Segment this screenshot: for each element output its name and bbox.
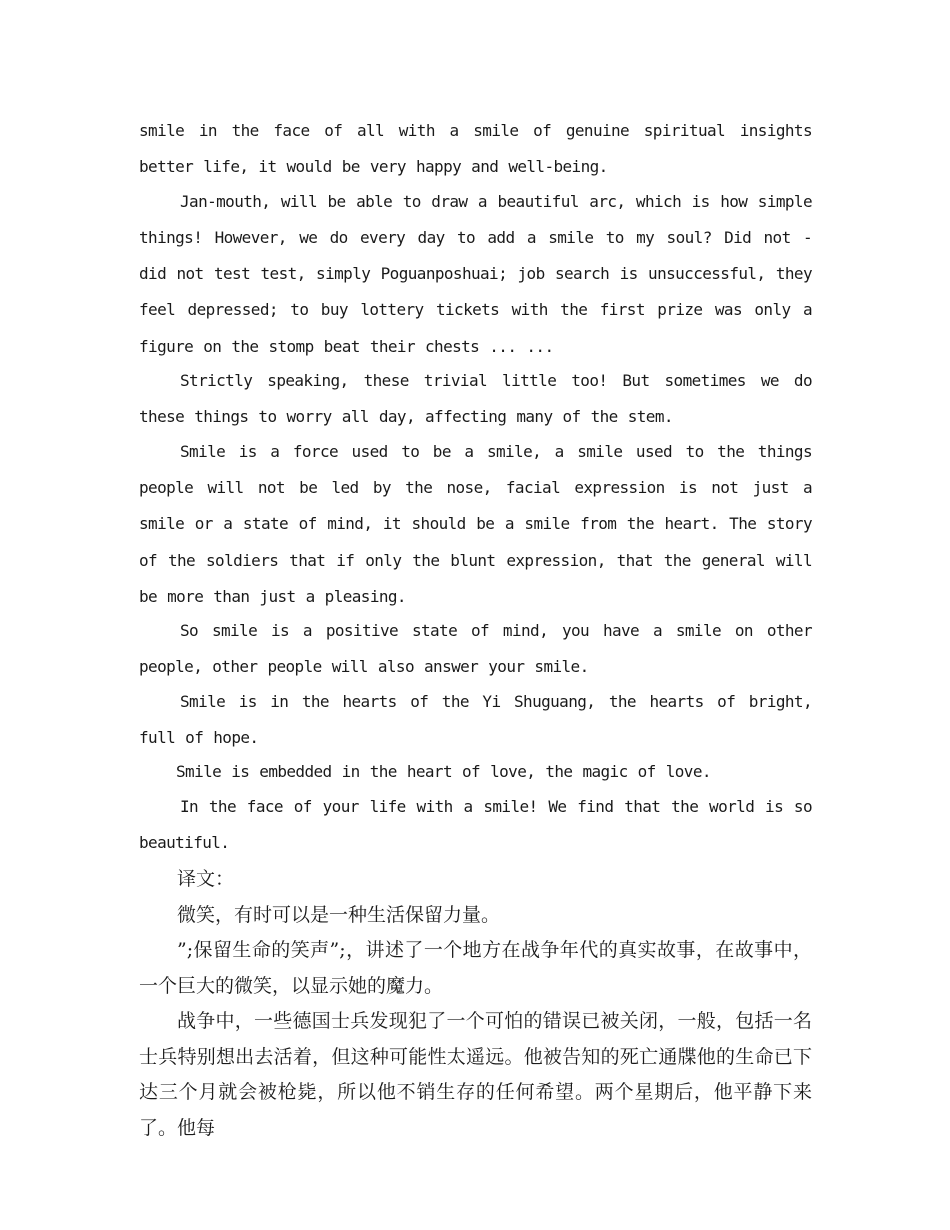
translation-label: 译文：	[177, 868, 235, 891]
document-body	[139, 113, 812, 1146]
paragraph-strictly-speaking: Strictly speaking, these trivial little too! But sometimes we do these things to worry all day, affecting many of the stem.	[139, 371, 812, 427]
paragraph-positive-state: So smile is a positive state of mind, you have a smile on other people, other people will also answer your smile.	[139, 621, 812, 677]
paragraph-embedded-love: Smile is embedded in the heart of love, the magic of love.	[176, 762, 711, 782]
translation-paragraph-2: ”;保留生命的笑声”;，讲述了一个地方在战争年代的真实故事，在故事中，一个巨大的微笑，以显示她的魔力。	[139, 939, 812, 997]
paragraph-jan-mouth: Jan-mouth, will be able to draw a beautiful arc, which is how simple things! However, we do every day to add a smile to my soul? Did not - did not test test, simply Poguanposhuai; job search is unsuccessful, they feel depressed; to buy lottery tickets with the first prize was only a figure on the stomp beat their chests ... ...	[139, 191, 812, 356]
paragraph-face-life: In the face of your life with a smile! We find that the world is so beautiful.	[139, 796, 812, 852]
paragraph-yi-shuguang: Smile is in the hearts of the Yi Shuguang, the hearts of bright, full of hope.	[139, 691, 812, 748]
paragraph-smile-force: Smile is a force used to be a smile, a smile used to the things people will not be led by the nose, facial expression is not just a smile or a state of mind, it should be a smile from the heart. The story of the soldiers that if only the blunt expression, that the general will be more than just a pleasing.	[139, 441, 812, 606]
translation-paragraph-1: 微笑，有时可以是一种生活保留力量。	[177, 903, 501, 926]
translation-paragraph-3: 战争中，一些德国士兵发现犯了一个可怕的错误已被关闭，一般，包括一名士兵特别想出去活着，但这种可能性太遥远。他被告知的死亡通牒他的生命已下达三个月就会被枪毙，所以他不销生存的任何希望。两个星期后，他平静下来了。他每	[139, 1010, 812, 1139]
paragraph-smile-insights: smile in the face of all with a smile of genuine spiritual insights better life, it would be very happy and well-being.	[139, 121, 812, 177]
